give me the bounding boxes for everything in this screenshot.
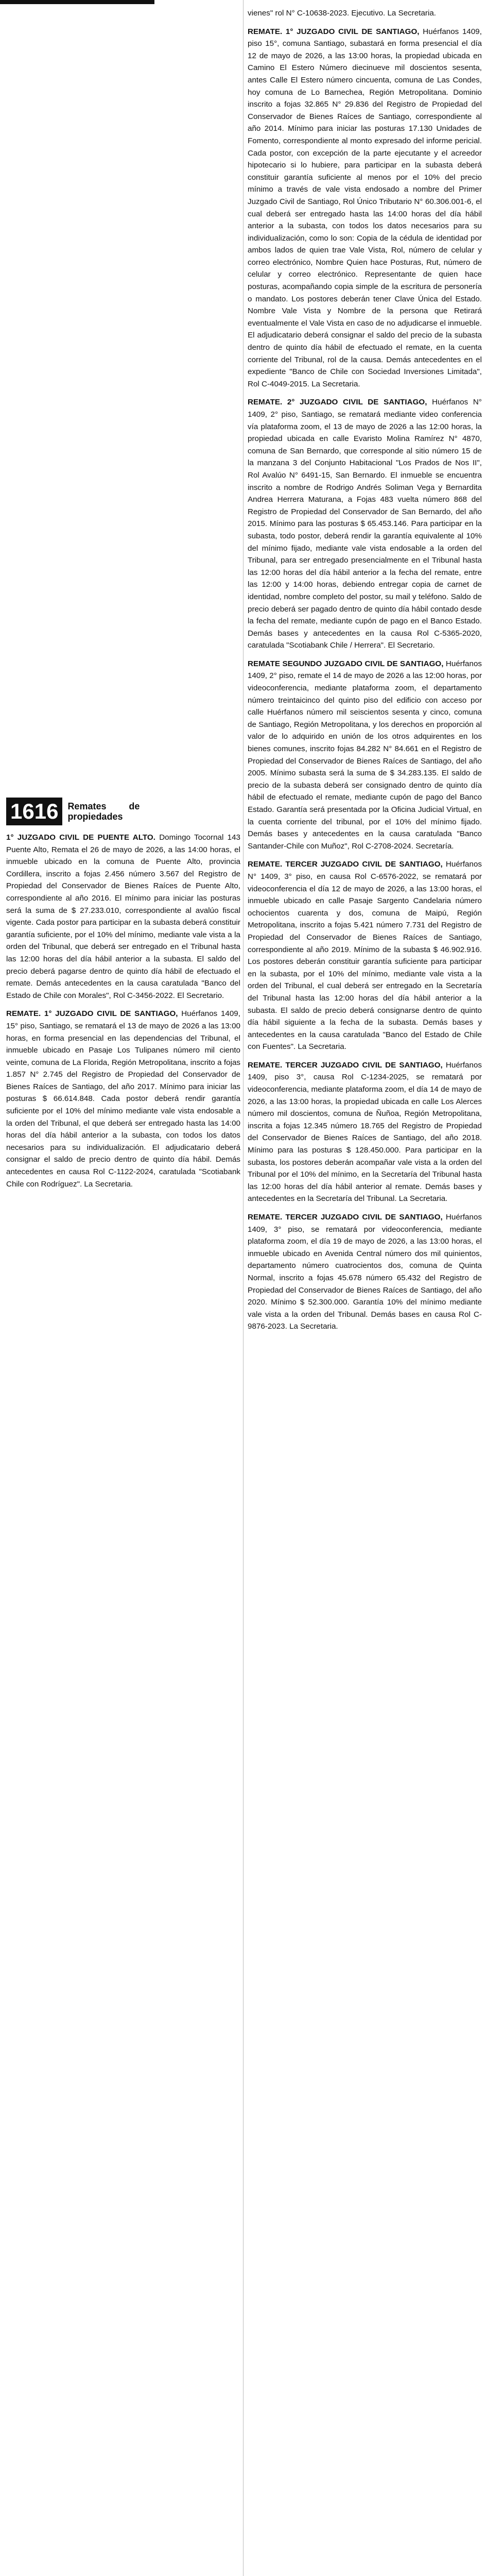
notice-body: Domingo Tocornal 143 Puente Alto, Remata el 26 de mayo de 2026, a las 14:00 horas, el inmueble ubicado en la comuna de Puente Alto, provincia Cordillera, inscrito a fojas 2.456 número 3.567 del Registro de Propiedad del Conservador de Bienes Raíces de Puente Alto, correspondiente al año 2016. El mínimo para iniciar las posturas será la suma de $ 27.233.010, correspondiente al avalúo fiscal vigente. Cada postor para participar en la subasta deberá constituir garantía suficiente, por el 10% del mínimo, mediante vale vista a la orden del Tribunal, que deberá ser entregado en el Tribunal hasta las 12:00 horas del día hábil anterior a la subasta. El saldo del precio deberá pagarse dentro de quinto día hábil de efectuado el remate. Demás antecedentes en la causa caratulada "Banco del Estado de Chile con Morales", Rol C-3456-2022. El Secretario. (6, 833, 240, 1000)
notice-heading: REMATE. 2° JUZGADO CIVIL DE SANTIAGO, (248, 398, 427, 407)
section-number: 1616 (6, 798, 62, 825)
notice-body: Huérfanos 1409, 2° piso, remate el 14 de mayo de 2026 a las 12:00 horas, por videoconferencia, mediante plataforma zoom, el departamento número treintaicinco del quinto piso del edificio con acceso por calle Huérfanos número mil seiscientos sesenta y cinco, comuna de Santiago, Región Metropolitana, y los derechos en proporción al valor de lo adquirido en unión de los otros adquirentes en los bienes comunes, inscrito fojas 84.282 N° 84.661 en el Registro de Propiedad del Conservador de Bienes Raíces de Santiago, del año 2005. Mínimo subasta será la suma de $ 34.283.135. El saldo de precio de la subasta deberá ser consignado dentro de quinto día hábil de efectuado el remate, mediante cupón de pago del Banco Estado. Garantía será presentada por la Oficina Judicial Virtual, en la cuenta corriente del tribunal, por el 10% del mínimo fijado. Demás bases y antecedentes en la causa caratulada "Banco Santander-Chile con Muñoz", Rol C-2708-2024. Secretaría. (248, 659, 482, 851)
notice-body: vienes" rol N° C-10638-2023. Ejecutivo. La Secretaria. (248, 9, 437, 18)
legal-notice (248, 658, 482, 853)
notice-heading: REMATE. 1° JUZGADO CIVIL DE SANTIAGO, (6, 1009, 178, 1019)
legal-notice (248, 396, 482, 651)
notice-body: Huérfanos 1409, piso 15°, comuna Santiago, subastará en forma presencial el día 12 de mayo de 2026, a las 13:00 horas, la propiedad ubicada en Camino El Estero Número diecinueve mil doscientos sesenta, antes Calle El Estero número cincuenta, comuna de Las Condes, hoy comuna de Lo Barnechea, Región Metropolitana. Dominio inscrito a fojas 32.865 N° 29.836 del Registro de Propiedad del Conservador de Bienes Raíces de Santiago, correspondiente al año 2014. Mínimo para iniciar las posturas 17.130 Unidades de Fomento, correspondiente al monto expresado del informe pericial. Cada postor, con excepción de la parte ejecutante y el acreedor hipotecario si lo hubiere, para participar en la subasta deberá constituir garantía suficiente al menos por el 10% del precio mínimo a través de vale vista endosado a nombre del Primer Juzgado Civil de Santiago, Rol Único Tributario N° 60.306.001-6, el cual deberá ser entregado hasta las 14:00 horas del día hábil anterior a la subasta, con todos los datos necesarios para su individualización, como lo son: Copia de la cédula de identidad por ambos lados de quien trae Vale Vista, Rol, número de celular y correo electrónico, Nombre Quien hace Posturas, Rut, número de celular y correo electrónico. Representante de quien hace posturas, acompañando copia simple de la escritura de personería o mandato. Los postores deberán tener Clave Única del Estado. Nombre Vale Vista y Nombre de la persona que Retirará eventualmente el Vale Vista en caso de no adjudicarse el inmueble. El adjudicatario deberá consignar el saldo del precio de la subasta dentro de quinto día hábil de efectuado el remate, en la cuenta corriente del Tribunal, rol de la causa. Demás antecedentes en el expediente "Banco de Chile con Sociedad Inversiones Limitada", Rol C-4049-2015. La Secretaria. (248, 27, 482, 388)
notice-body: Huérfanos 1409, 3° piso, se rematará por videoconferencia, mediante plataforma zoom, el día 19 de mayo de 2026, a las 13:00 horas, el inmueble ubicado en Avenida Central número dos mil quinientos, departamento número cuatrocientos dos, comuna de Quinta Normal, inscrito a fojas 45.678 número 65.432 del Registro de Propiedad del Conservador de Bienes Raíces de Santiago, del año 2020. Mínimo $ 52.300.000. Garantía 10% del mínimo mediante vale vista a la orden del Tribunal. Demás bases en causa Rol C-9876-2023. La Secretaria. (248, 1213, 482, 1331)
legal-notice (248, 26, 482, 391)
section-title: Remates de propiedades (67, 801, 140, 822)
legal-notice (6, 832, 240, 1002)
legal-notice (6, 1008, 240, 1190)
notice-heading: REMATE SEGUNDO JUZGADO CIVIL DE SANTIAGO, (248, 659, 444, 668)
notice-body: Huérfanos 1409, 15° piso, Santiago, se rematará el 13 de mayo de 2026 a las 13:00 horas, en forma presencial en las dependencias del Tribunal, el inmueble ubicado en Pasaje Los Tulipanes número mil ciento veinte, comuna de La Florida, Región Metropolitana, inscrito a fojas 1.857 N° 2.745 del Registro de Propiedad del Conservador de Bienes Raíces de Santiago, del año 2017. Mínimo para iniciar las posturas $ 66.614.848. Cada postor deberá rendir garantía suficiente por el 10% del mínimo mediante vale vista endosable a la orden del Tribunal, el que deberá ser entregado hasta las 14:00 horas del día hábil anterior a la subasta, con todos los datos necesarios para su individualización. El adjudicatario deberá consignar el saldo de precio dentro de quinto día hábil. Demás antecedentes en causa Rol C-1122-2024, caratulada "Scotiabank Chile con Rodríguez". La Secretaria. (6, 1009, 240, 1189)
notice-heading: REMATE. TERCER JUZGADO CIVIL DE SANTIAGO, (248, 1060, 443, 1070)
right-column (248, 7, 482, 1339)
notice-body: Huérfanos 1409, piso 3°, causa Rol C-1234-2025, se rematará por videoconferencia, mediante plataforma zoom, el día 14 de mayo de 2026, a las 13:00 horas, la propiedad ubicada en calle Los Alerces número mil doscientos, comuna de Ñuñoa, Región Metropolitana, inscrita a fojas 12.345 número 18.765 del Registro de Propiedad del Conservador de Bienes Raíces de Santiago, del año 2018. Mínimo para las posturas $ 128.450.000. Para participar en la subasta, los postores deberán acompañar vale vista a la orden del Tribunal por el 10% del mínimo, en la Secretaría del Tribunal hasta las 12:00 horas del día hábil anterior al remate. Demás bases y antecedentes en la Secretaría del Tribunal. La Secretaria. (248, 1060, 482, 1204)
legal-notice (248, 1059, 482, 1205)
notice-heading: REMATE. TERCER JUZGADO CIVIL DE SANTIAGO, (248, 1213, 443, 1222)
legal-notice (248, 858, 482, 1053)
legal-notice (248, 1211, 482, 1333)
left-column (6, 793, 240, 1196)
notice-body: Huérfanos N° 1409, 2° piso, Santiago, se rematará mediante video conferencia vía plataforma zoom, el 13 de mayo de 2026 a las 12:00 horas, la propiedad ubicada en calle Evaristo Molina Ramírez N° 4870, comuna de San Bernardo, que corresponde al sitio número 15 de la manzana 3 del Conjunto Habitacional "Los Prados de Nos II", Rol Avalúo N° 6491-15, San Bernardo. El inmueble se encuentra inscrito a nombre de Rodrigo Andrés Soliman Vega y Bernardita Andrea Herrera Maturana, a Fojas 483 vuelta número 868 del Registro de Propiedad del Conservador de San Bernardo, del año 2015. Mínimo para las posturas $ 65.453.146. Para participar en la subasta, todo postor, deberá rendir la garantía equivalente al 10% del mínimo fijado, mediante vale vista endosable a la orden del Tribunal, para ser entregado presencialmente en el Tribunal hasta las 12:00 horas del día hábil anterior a la fecha del remate, entre las 12:00 y 14:00 horas, debiendo entregar copia de carnet de identidad, nombre completo del postor, su mail y teléfono. Saldo de precio deberá ser pagado dentro de quinto día hábil contado desde la fecha del remate, mediante cupón de pago en el Banco Estado. Demás bases y antecedentes en la causa Rol C-5365-2020, caratulada "Scotiabank Chile / Herrera". El Secretario. (248, 398, 482, 650)
right-notices (248, 7, 482, 1333)
page-header-tab (0, 0, 154, 4)
notice-heading: 1° JUZGADO CIVIL DE PUENTE ALTO. (6, 833, 155, 842)
section-header (6, 798, 240, 825)
notice-heading: REMATE. 1° JUZGADO CIVIL DE SANTIAGO, (248, 27, 420, 36)
notice-heading: REMATE. TERCER JUZGADO CIVIL DE SANTIAGO, (248, 860, 443, 869)
left-notices (6, 832, 240, 1190)
notice-body: Huérfanos N° 1409, 3° piso, en causa Rol C-6576-2022, se rematará por videoconferencia el día 12 de mayo de 2026, a las 13:00 horas, el inmueble ubicado en calle Pasaje Sargento Candelaria número ochocientos cuarenta y dos, comuna de Maipú, Región Metropolitana, inscrito a fojas 5.421 número 7.731 del Registro de Propiedad del Conservador de Bienes Raíces de Santiago, correspondiente al año 2019. Mínimo de la subasta $ 46.902.916. Los postores deberán constituir garantía suficiente para participar en la subasta, por el 10% del mínimo, mediante vale vista a la orden del Tribunal, el cual deberá ser entregado en la Secretaría del Tribunal hasta las 12:00 horas del día hábil anterior a la subasta. El saldo de precio deberá consignarse dentro de quinto día hábil siguiente a la fecha de la subasta. Demás bases y antecedentes en la causa caratulada "Banco del Estado de Chile con Fuentes". La Secretaria. (248, 860, 482, 1052)
legal-notice (248, 7, 482, 20)
